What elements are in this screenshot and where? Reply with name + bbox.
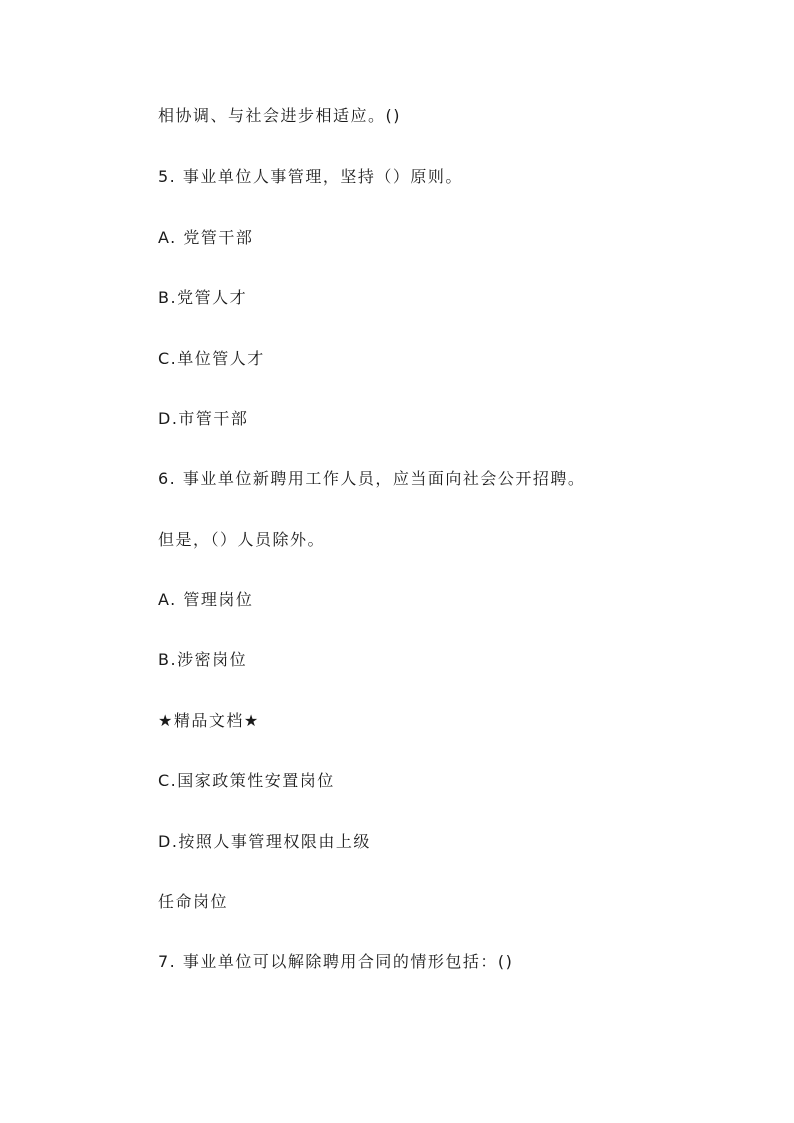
question-5-option-d: D.市管干部 (158, 409, 249, 428)
question-5-option-c: C.单位管人才 (158, 349, 265, 368)
question-6: 6. 事业单位新聘用工作人员，应当面向社会公开招聘。 (158, 469, 586, 488)
question-5-option-a: A. 党管干部 (158, 228, 254, 247)
question-5-option-b: B.党管人才 (158, 288, 248, 307)
question-7: 7. 事业单位可以解除聘用合同的情形包括：() (158, 952, 514, 971)
question-6-option-a: A. 管理岗位 (158, 590, 254, 609)
question-6-option-b: B.涉密岗位 (158, 650, 248, 669)
question-6-continuation: 但是，（）人员除外。 (158, 530, 326, 549)
text-line-continuation: 相协调、与社会进步相适应。() (158, 106, 401, 125)
watermark-label: ★精品文档★ (158, 711, 260, 730)
question-5: 5. 事业单位人事管理，坚持（）原则。 (158, 167, 463, 186)
question-6-option-c: C.国家政策性安置岗位 (158, 771, 335, 790)
question-6-option-d: D.按照人事管理权限由上级 (158, 832, 371, 851)
question-6-option-d-continuation: 任命岗位 (158, 892, 229, 911)
